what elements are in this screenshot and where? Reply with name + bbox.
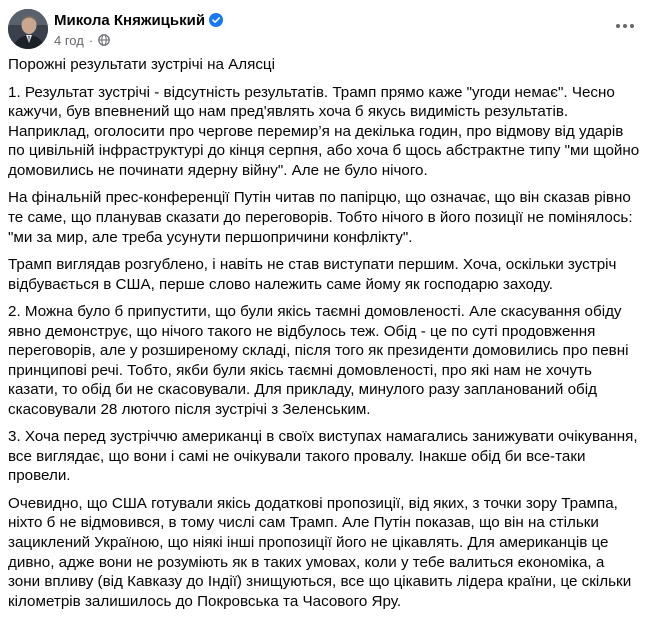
post-body [8, 55, 640, 619]
avatar-photo [8, 9, 48, 49]
meta-separator: · [88, 32, 94, 48]
post-paragraph: 3. Хоча перед зустріччю американці в своїх виступах намагались занижувати очікування, все виглядає, що вони і самі не очікували такого провалу. Інакше обід би все-таки провели. [8, 428, 638, 485]
more-options-button[interactable] [611, 15, 639, 37]
globe-icon[interactable] [98, 34, 110, 46]
more-horizontal-icon [615, 23, 635, 29]
author-name[interactable]: Микола Княжицький [54, 11, 206, 29]
post-paragraph: 2. Можна було б припустити, що були якісь таємні домовленості. Але скасування обіду явно демонструє, що нічого такого не відбулось теж. Обід - це по суті продовження переговорів, але у розширеному складі, після того як президенти домовились про певні принципові речі. Тобто, якби були якісь таємні домовленості, про які нам не хочуть казати, то обід би не скасовували. Для прикладу, минулого разу запланований обід скасовували 28 лютого після зустрічі з Зеленським. [8, 302, 629, 418]
post-paragraph: Трамп виглядав розгублено, і навіть не став виступати першим. Хоча, оскільки зустріч відбувається в США, перше слово належить саме йому як господарю заходу. [8, 255, 617, 293]
post-paragraph: На фінальній прес-конференції Путін читав по папірцю, що означає, що він сказав рівно те саме, що планував сказати до переговорів. Тобто нічого в його позиції не помінялось: "ми за мир, але треба усунути першопричини конфлікту". [8, 189, 633, 246]
verified-badge-icon [209, 13, 223, 27]
post-time[interactable]: 4 год [54, 32, 84, 48]
post-title: Порожні результати зустрічі на Алясці [8, 56, 276, 73]
post-meta [54, 31, 110, 49]
author-avatar[interactable] [8, 9, 48, 49]
post-header [8, 9, 645, 51]
author-line [54, 10, 223, 30]
post-paragraph: 1. Результат зустрічі - відсутність результатів. Трамп прямо каже "угоди немає". Чесно кажучи, був впевнений що нам пред'являть хоча б якусь видимість результатів. Наприклад, оголосити про чергове перемир’я на декілька годин, про відмову від ударів по цивільній інфраструктурі до кінця серпня, або хоча б щось абстрактне типу "ми щойно домовились не починати ядерну війну". Але не було нічого. [8, 83, 640, 179]
post-paragraph: Очевидно, що США готували якісь додаткові пропозиції, від яких, з точки зору Трампа, ніхто б не відмовився, в тому числі сам Трамп. Але Путін показав, що він на стільки зациклений Україною, що ніякі інші пропозиції його не цікавлять. Для американців це дивно, адже вони не розуміють як в таких умовах, коли у тебе валиться економіка, а зони впливу (від Кавказу до Індії) знищуються, все що цікавить лідера країни, це скільки кілометрів залишилось до Покровська та Часового Яру. [8, 494, 632, 610]
